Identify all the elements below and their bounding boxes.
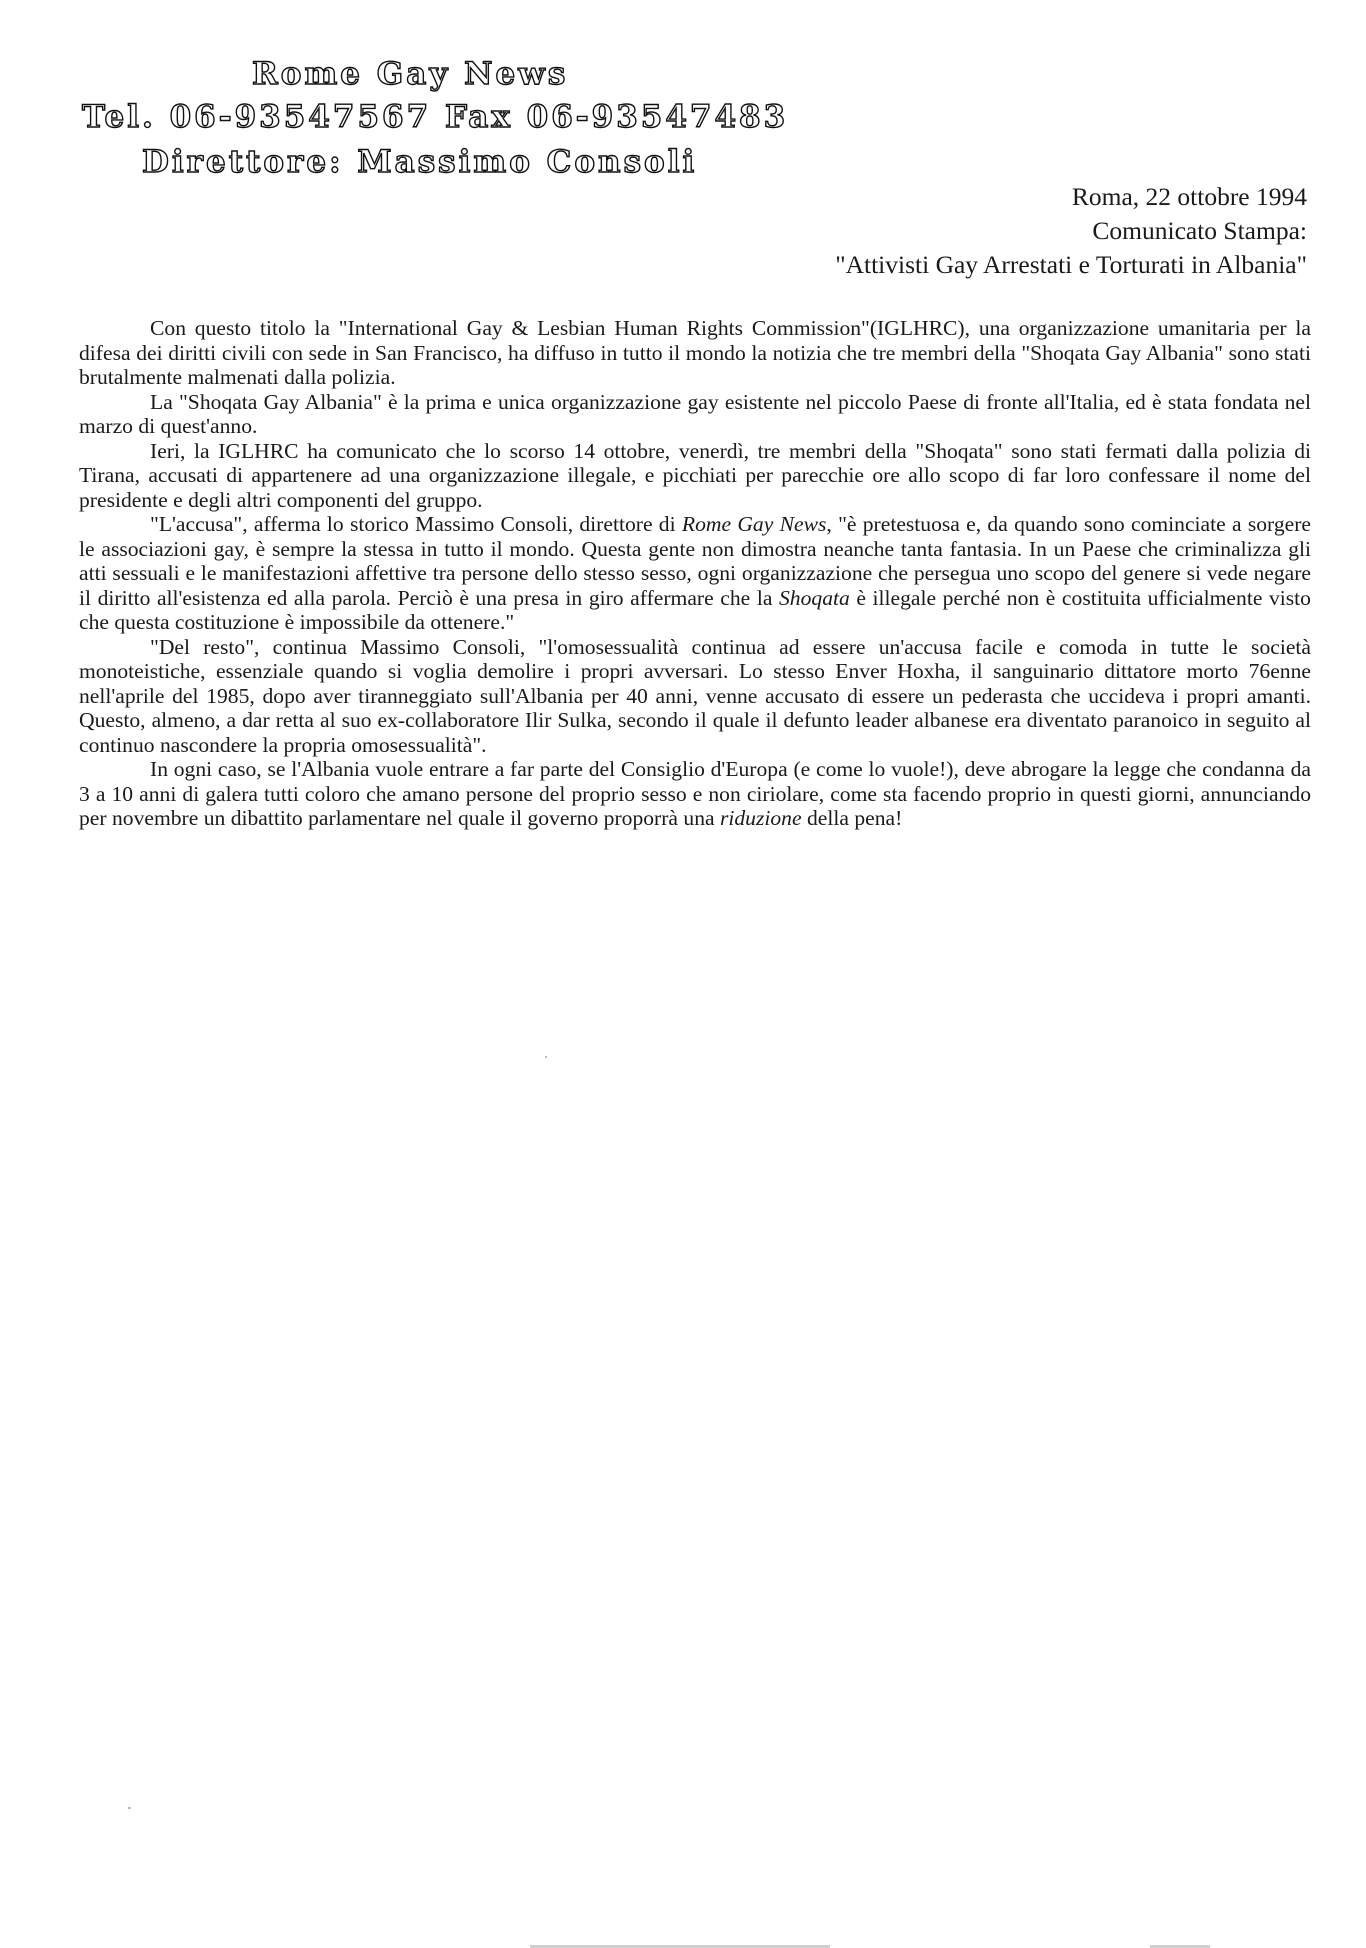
paragraph: La "Shoqata Gay Albania" è la prima e unica organizzazione gay esistente nel piccolo Paese di fronte all'Italia, ed è stata fondata nel marzo di quest'anno. [79,389,1311,438]
paragraph-text: "L'accusa", afferma lo storico Massimo Consoli, direttore di [150,512,682,536]
paragraph-text: della pena! [801,806,903,830]
document-date: Roma, 22 ottobre 1994 [1071,182,1307,211]
letterhead-name: Rome Gay News [252,56,569,92]
paragraph [79,757,1311,831]
paragraph-text: In ogni caso, se l'Albania vuole entrare a far parte del Consiglio d'Europa (e come lo vuole!), deve abrogare la legge che condanna da 3 a 10 anni di galera tutti coloro che amano persone del proprio sesso e non ciriolare, come sta facendo proprio in questi giorni, annunciando per novembre un dibattito parlamentare nel quale il governo proporrà una [79,757,1311,830]
paragraph: Con questo titolo la "International Gay & Lesbian Human Rights Commission"(IGLHRC), una organizzazione umanitaria per la difesa dei diritti civili con sede in San Francisco, ha diffuso in tutto il mondo la notizia che tre membri della "Shoqata Gay Albania" sono stati brutalmente malmenati dalla polizia. [79,316,1311,389]
document-type: Comunicato Stampa: [1092,216,1307,245]
paragraph [79,512,1311,635]
paragraph-text: , "è pretestuosa e, da quando sono cominciate a sorgere le associazioni gay, è sempre la stessa in tutto il mondo. Questa gente non dimostra neanche tanta fantasia. In un Paese che criminalizza gli atti sessuali e le manifestazioni affettive tra persone dello stesso sesso, ogni organizzazione che persegua uno scopo del genere si vede negare il diritto all'esistenza ed alla parola. Perciò è una presa in giro affermare che la [79,512,1312,610]
italic-text: riduzione [719,806,802,830]
press-release-body [79,316,1311,831]
paragraph-text: è illegale perché non è costituita ufficialmente visto che questa costituzione è impossibile da ottenere." [79,585,1311,634]
italic-text: Rome Gay News [681,512,827,536]
scan-speck [545,1056,547,1058]
italic-text: Shoqata [779,585,850,610]
scan-speck [128,1807,131,1809]
letterhead-contacts: Tel. 06-93547567 Fax 06-93547483 [82,99,789,135]
letterhead-director: Direttore: Massimo Consoli [142,144,698,180]
date-block [835,180,1307,282]
press-release-title: "Attivisti Gay Arrestati e Torturati in Albania" [835,250,1307,279]
paragraph: "Del resto", continua Massimo Consoli, "l'omosessualità continua ad essere un'accusa facile e comoda in tutte le società monoteistiche, essenziale quando si voglia demolire i propri avversari. Lo stesso Enver Hoxha, il sanguinario dittatore morto 76enne nell'aprile del 1985, dopo aver tiranneggiato sull'Albania per 40 anni, venne accusato di essere un pederasta che uccideva i propri amanti. Questo, almeno, a dar retta al suo ex-collaboratore Ilir Sulka, secondo il quale il defunto leader albanese era diventato paranoico in seguito al continuo nascondere la propria omosessualità". [79,634,1311,757]
paragraph: Ieri, la IGLHRC ha comunicato che lo scorso 14 ottobre, venerdì, tre membri della "Shoqata" sono stati fermati dalla polizia di Tirana, accusati di appartenere ad una organizzazione illegale, e picchiati per parecchie ore allo scopo di far loro confessare il nome del presidente e degli altri componenti del gruppo. [79,438,1311,512]
